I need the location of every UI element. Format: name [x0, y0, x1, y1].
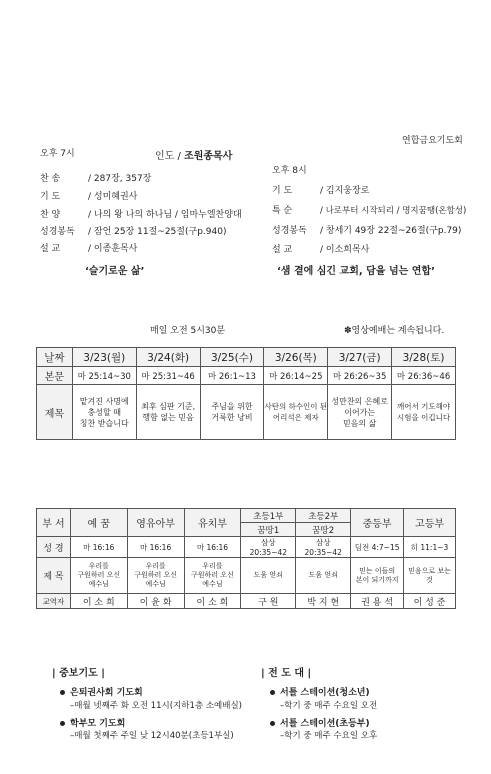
row-label: 제목	[37, 385, 73, 440]
mission-item-title: 서틀 스테이션(초등부)	[280, 719, 370, 729]
bullet-icon	[60, 721, 65, 726]
table-row	[37, 537, 456, 558]
header-cell: 고등부	[404, 509, 456, 537]
mission-heading: | 전 도 대 |	[261, 668, 312, 679]
header-cell: 예 꿈	[70, 509, 127, 537]
table-cell: 성만찬의 은혜로 이어가는 믿음의 삶	[328, 385, 392, 440]
table-cell: 주님을 위한 거룩한 낭비	[200, 385, 264, 440]
school-table	[36, 508, 456, 609]
table-header-row	[37, 509, 456, 523]
header-cell: 3/24(화)	[136, 348, 200, 367]
table-cell: 히 11:1~3	[404, 537, 456, 558]
header-cell: 꿈땅1	[241, 523, 296, 537]
daily-title: 매일 오전 5시30분	[150, 326, 226, 336]
table-cell: 삼상 20:35~42	[241, 537, 296, 558]
left-row: 찬 양 / 나의 왕 나의 하나님 / 임마누엘찬양대	[40, 210, 242, 220]
table-cell: 구 원	[241, 594, 296, 609]
right-row: 특 순 / 나로부터 시작되리 / 명지꿈땡(온함성)	[272, 206, 467, 216]
row-label: 제 목	[37, 558, 71, 594]
header-cell: 꿈땅2	[296, 523, 351, 537]
mission-item-detail: –학기 중 매주 수요일 오전	[280, 701, 378, 711]
table-cell: 마 25:14~30	[72, 367, 136, 385]
table-cell: 딤전 4:7~15	[351, 537, 404, 558]
table-cell: 삼상 20:35~42	[296, 537, 351, 558]
row-label: 교역자	[37, 594, 71, 609]
prayer-item-title: 은퇴권사회 기도회	[70, 688, 143, 698]
table-cell: 마 26:1~13	[200, 367, 264, 385]
header-cell: 초등2부	[296, 509, 351, 523]
table-cell: 맡겨진 사명에 충성할 때 칭찬 받습니다	[72, 385, 136, 440]
table-cell: 믿는 이들의 본이 되기까지	[351, 558, 404, 594]
mission-item-title: 서틀 스테이션(청소년)	[280, 688, 370, 698]
daily-note: ✽영상예배는 계속됩니다.	[344, 326, 445, 336]
table-cell: 이 소 희	[70, 594, 127, 609]
right-row: 성경봉독 / 창세기 49장 22절~26절(구p.79)	[272, 226, 462, 236]
left-time: 오후 7시	[40, 149, 75, 159]
table-cell: 사탄의 하수인이 된 어리석은 제자	[264, 385, 328, 440]
table-cell: 이 윤 화	[127, 594, 184, 609]
table-cell: 마 16:16	[70, 537, 127, 558]
header-cell: 영유아부	[127, 509, 184, 537]
row-label: 부 서	[37, 509, 71, 537]
table-cell: 이 소 희	[184, 594, 241, 609]
table-cell: 마 16:16	[127, 537, 184, 558]
left-row: 찬 송 / 287장, 357장	[40, 174, 152, 184]
table-cell: 도움 얻쇠	[241, 558, 296, 594]
table-cell: 이 성 준	[404, 594, 456, 609]
row-label: 본문	[37, 367, 73, 385]
table-row	[37, 558, 456, 594]
prayer-item-detail: –매월 첫째주 주일 낮 12시40분(초등1부실)	[70, 731, 234, 741]
bullet-icon	[60, 690, 65, 695]
header-cell: 3/27(금)	[328, 348, 392, 367]
table-cell: 마 26:26~35	[328, 367, 392, 385]
prayer-heading: | 중보기도 |	[52, 668, 105, 679]
table-cell: 최후 심판 기준, 행함 없는 믿음	[136, 385, 200, 440]
mission-item-detail: –학기 중 매주 수요일 오후	[280, 731, 378, 741]
right-row: 설 교 / 이소희목사	[272, 245, 370, 255]
header-cell: 초등1부	[241, 509, 296, 523]
left-lead-name: 조원종목사	[184, 151, 233, 162]
table-cell: 마 26:36~46	[392, 367, 456, 385]
table-cell: 우리를 구원하러 오신 예수님	[184, 558, 241, 594]
table-cell: 마 26:14~25	[264, 367, 328, 385]
prayer-item-detail: –매월 넷째주 화 오전 11시(지하1층 소예배실)	[70, 701, 242, 711]
table-cell: 우리를 구원하러 오신 예수님	[127, 558, 184, 594]
table-cell: 깨어서 기도해야 시험을 이깁니다	[392, 385, 456, 440]
table-cell: 마 25:31~46	[136, 367, 200, 385]
prayer-item-title: 학부모 기도회	[70, 719, 126, 729]
header-cell: 중등부	[351, 509, 404, 537]
header-cell: 3/25(수)	[200, 348, 264, 367]
row-label: 성 경	[37, 537, 71, 558]
daily-schedule-table	[36, 347, 456, 440]
table-row	[37, 367, 456, 385]
left-sermon-title: ‘슬기로운 삶’	[85, 266, 145, 277]
table-cell: 믿음으로 보는 것	[404, 558, 456, 594]
bullet-icon	[270, 721, 275, 726]
table-cell: 마 16:16	[184, 537, 241, 558]
table-cell: 박 지 현	[296, 594, 351, 609]
header-cell: 3/28(토)	[392, 348, 456, 367]
left-row: 설 교 / 이종훈목사	[40, 244, 138, 254]
left-lead	[155, 147, 232, 162]
left-row: 기 도 / 성미혜권사	[40, 192, 138, 202]
header-cell: 날짜	[37, 348, 73, 367]
header-cell: 3/23(월)	[72, 348, 136, 367]
header-cell: 유치부	[184, 509, 241, 537]
table-cell: 우리를 구원하러 오신 예수님	[70, 558, 127, 594]
right-row: 기 도 / 김지웅장로	[272, 186, 370, 196]
left-lead-label: 인도 /	[155, 151, 181, 162]
table-row	[37, 594, 456, 609]
header-cell: 3/26(목)	[264, 348, 328, 367]
header-right-title: 연합금요기도회	[402, 136, 463, 146]
bullet-icon	[270, 690, 275, 695]
table-row	[37, 385, 456, 440]
table-cell: 권 용 석	[351, 594, 404, 609]
left-row: 성경봉독 / 잠언 25장 11절~25절(구p.940)	[40, 227, 227, 237]
table-cell: 도움 얻쇠	[296, 558, 351, 594]
right-time: 오후 8시	[272, 166, 307, 176]
table-header-row	[37, 348, 456, 367]
right-sermon-title: ‘샘 곁에 심긴 교회, 담을 넘는 연합’	[277, 266, 435, 277]
